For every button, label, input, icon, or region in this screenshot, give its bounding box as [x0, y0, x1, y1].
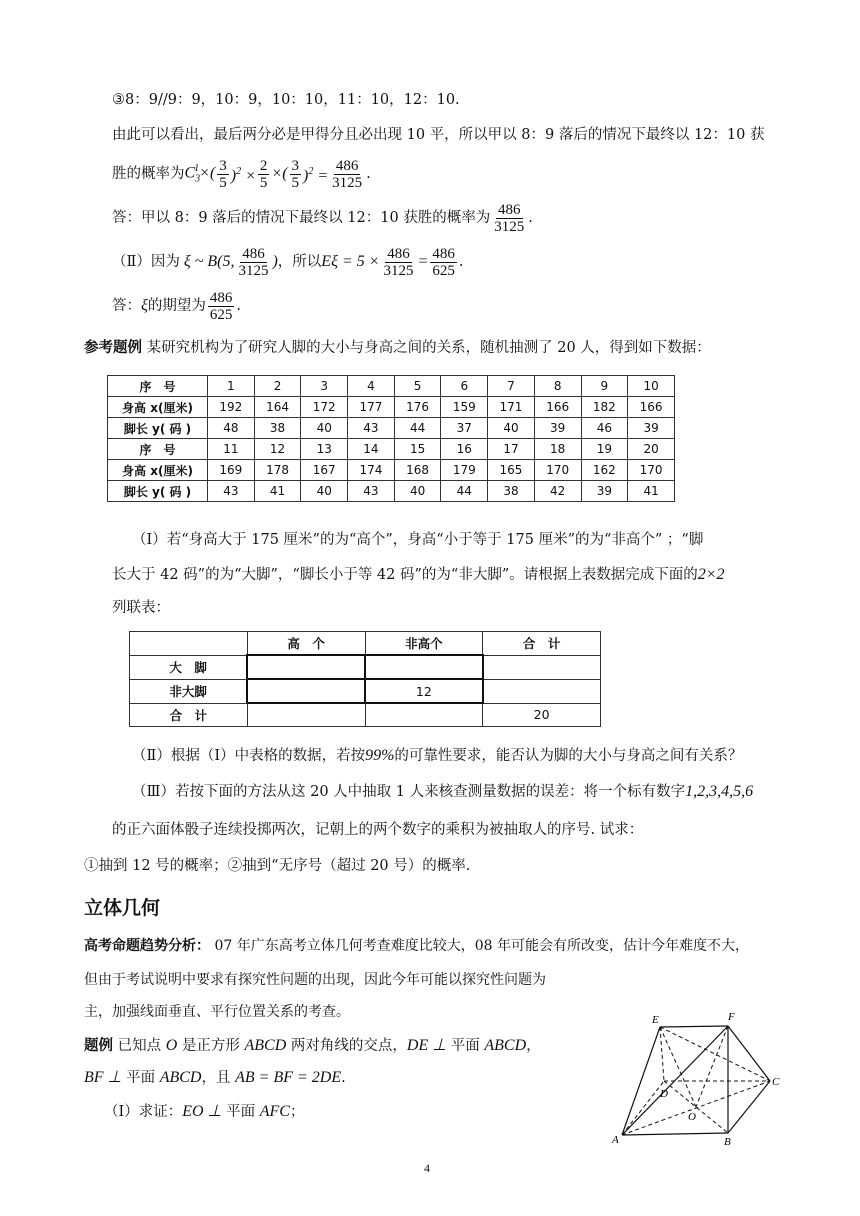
text-line [112, 565, 725, 585]
table-cell: 44 [394, 418, 441, 439]
table-cell [483, 679, 601, 703]
text-span: 答：甲以 8：9 落后的情况下最终以 12：10 获胜的概率为 [112, 210, 491, 226]
row-header-cell: 身高 x(厘米) [108, 397, 208, 418]
label-C: C [772, 1076, 780, 1088]
edge-EF [660, 1026, 728, 1027]
label-O: O [688, 1111, 696, 1123]
table-cell: 178 [254, 460, 301, 481]
text-line: 的正六面体骰子连续投掷两次，记朝上的两个数字的乘积为被抽取人的序号. 试求： [112, 822, 644, 838]
row-header-cell: 脚长 y( 码 ) [108, 418, 208, 439]
row-header-cell: 序 号 [108, 439, 208, 460]
text-line: （Ⅰ）若“身高大于 175 厘米”的为“高个”，身高“小于等于 175 厘米”的为“非高个” ；“脚 [132, 532, 704, 548]
table-cell: 18 [534, 439, 581, 460]
row-header-cell: 序 号 [108, 376, 208, 397]
table-cell: 6 [441, 376, 488, 397]
fraction: $\frac{486}{625}$ [432, 245, 455, 279]
fraction: $\frac{486}{3125}$ [383, 245, 414, 279]
table-cell: 170 [534, 460, 581, 481]
text-line: ③8：9//9：9，10：9，10：10，11：10，12：10. [112, 92, 460, 108]
table-cell [247, 655, 365, 679]
table-cell: 159 [441, 397, 488, 418]
math-expr: Eξ = 5 × [321, 253, 380, 270]
text-line: 由此可以看出，最后两分必是甲得分且必出现 10 平，所以甲以 8：9 落后的情况下最终以 12：10 获 [112, 127, 765, 143]
table-row [130, 703, 601, 727]
text-line [132, 782, 753, 802]
table-cell: 176 [394, 397, 441, 418]
table-cell: 20 [628, 439, 675, 460]
table-cell: 164 [254, 397, 301, 418]
math-expr: )$^2$ = [303, 165, 329, 185]
table-cell: 19 [581, 439, 628, 460]
table-header-row [130, 632, 601, 656]
fraction: $\frac{486}{3125}$ [238, 245, 269, 279]
table-cell: 46 [581, 418, 628, 439]
table-cell: 43 [348, 481, 395, 502]
table-cell: 171 [488, 397, 535, 418]
table-cell: 40 [301, 418, 348, 439]
row-header-cell: 脚长 y( 码 ) [108, 481, 208, 502]
table-cell: 179 [441, 460, 488, 481]
table-cell: 14 [348, 439, 395, 460]
ref-label: 参考题例 [84, 340, 142, 356]
edge-FC [728, 1026, 770, 1081]
fraction: $\frac{3}{5}$ [219, 157, 227, 191]
table-cell: 12 [254, 439, 301, 460]
table-cell: 174 [348, 460, 395, 481]
edge-AB [622, 1133, 728, 1135]
fraction: $\frac{2}{5}$ [259, 157, 268, 191]
table-row [130, 655, 601, 679]
table-cell [247, 679, 365, 703]
table-cell: 192 [208, 397, 255, 418]
example-line: 题例 已知点 O 是正方形 ABCD 两对角线的交点，DE ⊥ 平面 ABCD， [84, 1037, 541, 1054]
table-cell [247, 703, 365, 727]
table-cell: 16 [441, 439, 488, 460]
table-cell: 168 [394, 460, 441, 481]
table-cell: 42 [534, 481, 581, 502]
table-cell: 170 [628, 460, 675, 481]
table-cell: 2 [254, 376, 301, 397]
text-span: （Ⅲ）若按下面的方法从这 20 人中抽取 1 人来核查测量数据的误差：将一个标有数字 [132, 784, 686, 800]
math-expr: 2×2 [697, 566, 725, 583]
table-cell: 177 [348, 397, 395, 418]
text-line: 但由于考试说明中要求有探究性问题的出现，因此今年可能以探究性问题为 [84, 972, 546, 988]
table-cell: 11 [208, 439, 255, 460]
table-cell: 5 [394, 376, 441, 397]
seg-FO [696, 1026, 728, 1107]
table-cell: 44 [441, 481, 488, 502]
reference-example [84, 338, 711, 358]
table-row [108, 481, 675, 502]
table-cell: 162 [581, 460, 628, 481]
label-A: A [612, 1134, 619, 1145]
text-span: 的期望为 [147, 298, 206, 314]
table-cell: 39 [628, 418, 675, 439]
math-expr: $C_3^1\times$( [184, 162, 216, 185]
table-cell: 7 [488, 376, 535, 397]
table-cell: 15 [394, 439, 441, 460]
row-header-cell: 身高 x(厘米) [108, 460, 208, 481]
table-cell: 165 [488, 460, 535, 481]
example-line: （Ⅰ）求证：EO ⊥ 平面 AFC； [104, 1103, 305, 1120]
table-row [130, 679, 601, 703]
math-expr: 99% [365, 747, 395, 764]
row-header-cell: 大 脚 [130, 655, 248, 679]
text-span: 胜的概率为 [112, 166, 185, 182]
trend-label: 高考命题趋势分析： [84, 938, 210, 954]
math-expr: 1,2,3,4,5,6 [685, 783, 754, 800]
table-cell [365, 703, 483, 727]
table-cell: 12 [365, 679, 483, 703]
example-label: 题例 [84, 1038, 113, 1054]
table-cell: 4 [348, 376, 395, 397]
table-cell: 166 [628, 397, 675, 418]
math-expr: )$^2$ × [230, 165, 256, 185]
table-cell: 41 [254, 481, 301, 502]
fraction: $\frac{486}{3125}$ [332, 157, 363, 191]
text-span: 某研究机构为了研究人脚的大小与身高之间的关系，随机抽测了 20 人，得到如下数据： [142, 340, 711, 356]
table-cell: 20 [483, 703, 601, 727]
text-line: ①抽到 12 号的概率；②抽到“无序号（超过 20 号）的概率. [84, 858, 471, 874]
table-cell: 182 [581, 397, 628, 418]
answer-line: 答： ξ 的期望为 $\frac{486}{625}$ . [112, 289, 241, 323]
table-cell: 43 [208, 481, 255, 502]
answer-line: 答：甲以 8：9 落后的情况下最终以 12：10 获胜的概率为 $\frac{486}{3125}$ . [112, 201, 533, 235]
header-cell: 非高个 [365, 632, 483, 656]
edge-AE [622, 1027, 660, 1135]
text-span: ，所以 [277, 254, 322, 270]
page-number: 4 [424, 1161, 430, 1175]
text-line: 列联表： [112, 600, 170, 616]
text-line: 主，加强线面垂直、平行位置关系的考查。 [84, 1004, 350, 1020]
table-cell: 40 [301, 481, 348, 502]
text-line [84, 936, 749, 956]
table-cell: 38 [254, 418, 301, 439]
text-span: （Ⅱ）因为 [112, 254, 180, 270]
table-cell: 40 [394, 481, 441, 502]
fraction: $\frac{486}{3125}$ [494, 201, 525, 235]
table-cell: 1 [208, 376, 255, 397]
table-cell: 39 [534, 418, 581, 439]
table-cell: 9 [581, 376, 628, 397]
table-cell: 172 [301, 397, 348, 418]
table-cell: 17 [488, 439, 535, 460]
data-table [107, 375, 675, 502]
math-expr: ×( [271, 165, 288, 182]
table-cell: 38 [488, 481, 535, 502]
expectation-line: （Ⅱ）因为 ξ ~ B(5, $\frac{486}{3125}$ ) ，所以 Eξ = 5 × $\frac{486}{3125}$ = $\frac{486}{625}$ . [112, 245, 464, 279]
fraction: $\frac{486}{625}$ [209, 289, 233, 323]
table-cell: 169 [208, 460, 255, 481]
header-cell: 高 个 [247, 632, 365, 656]
text-span: 的可靠性要求，能否认为脚的大小与身高之间有关系？ [394, 748, 743, 764]
table-cell: 40 [488, 418, 535, 439]
row-header-cell: 合 计 [130, 703, 248, 727]
math-expr: ξ [141, 297, 148, 314]
text-span: 答： [112, 298, 141, 314]
table-cell: 37 [441, 418, 488, 439]
table-row [108, 460, 675, 481]
header-cell: 合 计 [483, 632, 601, 656]
table-cell: 167 [301, 460, 348, 481]
table-row [108, 376, 675, 397]
table-cell: 43 [348, 418, 395, 439]
table-cell [365, 655, 483, 679]
label-B: B [724, 1136, 731, 1145]
example-line: BF ⊥ 平面 ABCD，且 AB = BF = 2DE. [84, 1069, 346, 1086]
label-F: F [728, 1011, 735, 1023]
label-D: D [660, 1088, 668, 1100]
table-cell: 10 [628, 376, 675, 397]
table-row [108, 439, 675, 460]
math-expr: ξ ~ B(5, [179, 253, 235, 270]
table-cell [483, 655, 601, 679]
section-heading: 立体几何 [84, 897, 161, 919]
seg-EC [660, 1027, 770, 1081]
text-line [132, 746, 742, 766]
geometry-figure [600, 1005, 790, 1145]
table-cell: 166 [534, 397, 581, 418]
table-row [108, 418, 675, 439]
table-cell: 8 [534, 376, 581, 397]
text-span: 长大于 42 码”的为“大脚”，“脚长小于等 42 码”的为“非大脚”。请根据上表数据完成下面的 [112, 567, 698, 583]
table-cell: 39 [581, 481, 628, 502]
fraction: $\frac{3}{5}$ [291, 157, 300, 191]
probability-formula: 胜的概率为 $C_3^1\times$( $\frac{3}{5}$ )$^2$ × $\frac{2}{5}$ ×( $\frac{3}{5}$ )$^2$ = $\frac{486}{3125}$ . [112, 157, 371, 191]
row-header-cell: 非大脚 [130, 679, 248, 703]
label-E: E [652, 1014, 659, 1026]
contingency-table [129, 631, 601, 727]
table-cell: 3 [301, 376, 348, 397]
text-span: 07 年广东高考立体几何考查难度比较大，08 年可能会有所改变，估计今年难度不大， [210, 938, 749, 954]
table-cell: 48 [208, 418, 255, 439]
header-cell [130, 632, 248, 656]
table-cell: 13 [301, 439, 348, 460]
text-span: （Ⅱ）根据（Ⅰ）中表格的数据，若按 [132, 748, 366, 764]
table-row [108, 397, 675, 418]
table-cell: 41 [628, 481, 675, 502]
